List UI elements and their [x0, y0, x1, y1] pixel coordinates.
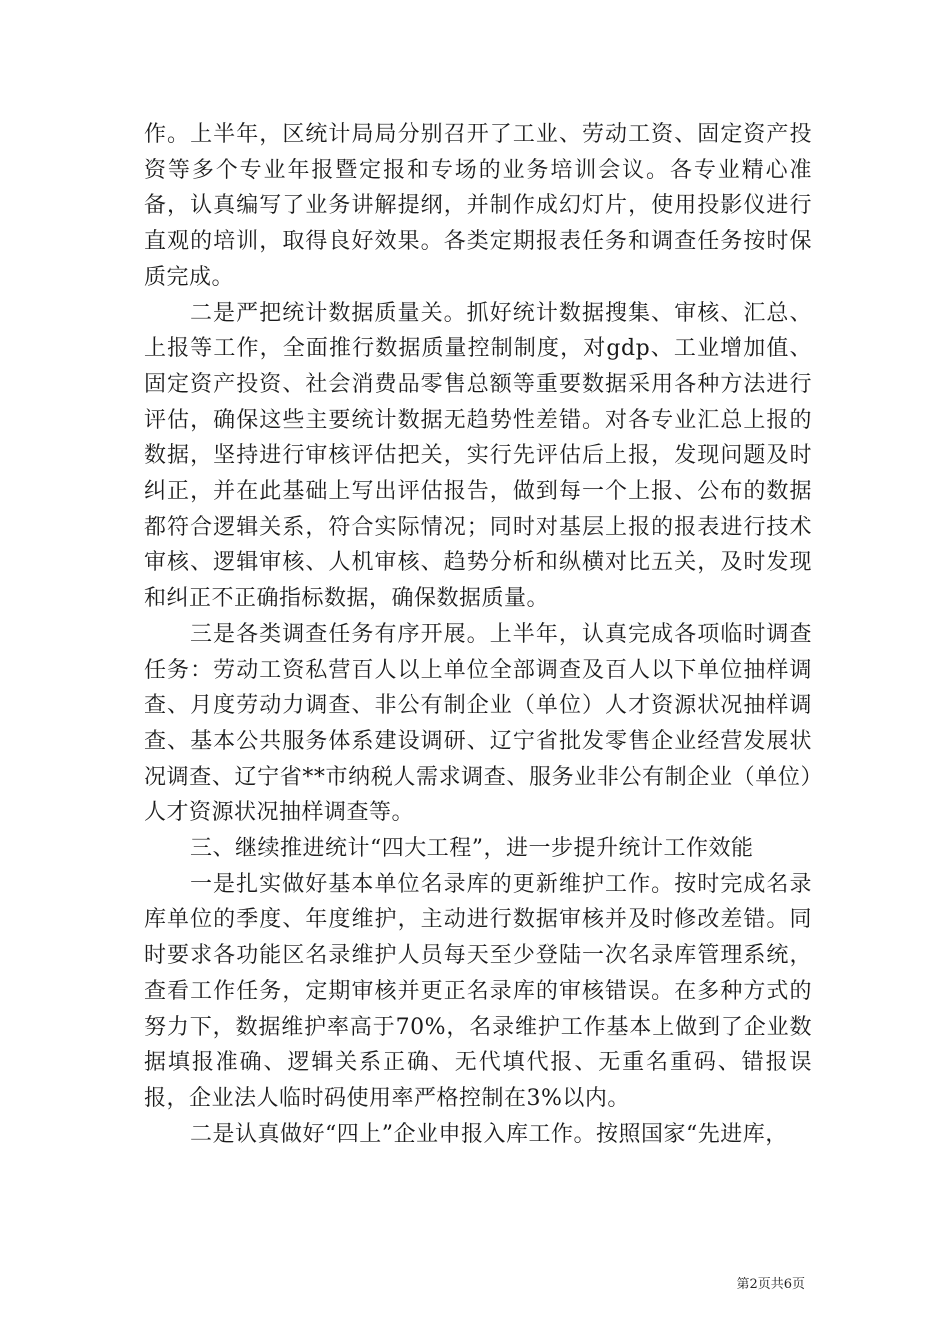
- section-heading: 三、继续推进统计“四大工程”，进一步提升统计工作效能: [190, 836, 754, 862]
- paragraph-2: 二是严把统计数据质量关。抓好统计数据搜集、审核、汇总、上报等工作，全面推行数据质量控制制度，对gdp、工业增加值、固定资产投资、社会消费品零售总额等重要数据采用各种方法进行评估，确保这些主要统计数据无趋势性差错。对各专业汇总上报的数据，坚持进行审核评估把关，实行先评估后上报，发现问题及时纠正，并在此基础上写出评估报告，做到每一个上报、公布的数据都符合逻辑关系，符合实际情况；同时对基层上报的报表进行技术审核、逻辑审核、人机审核、趋势分析和纵横对比五关，及时发现和纠正不正确指标数据，确保数据质量。: [144, 300, 812, 612]
- document-body: [144, 117, 812, 1152]
- paragraph-5: 二是认真做好“四上”企业申报入库工作。按照国家“先进库，: [190, 1121, 788, 1147]
- paragraph-4: 一是扎实做好基本单位名录库的更新维护工作。按时完成名录库单位的季度、年度维护，主动进行数据审核并及时修改差错。同时要求各功能区名录维护人员每天至少登陆一次名录库管理系统，查看工作任务，定期审核并更正名录库的审核错误。在多种方式的努力下，数据维护率高于70%，名录维护工作基本上做到了企业数据填报准确、逻辑关系正确、无代填代报、无重名重码、错报误报，企业法人临时码使用率严格控制在3%以内。: [144, 871, 812, 1111]
- paragraph-1: 作。上半年，区统计局局分别召开了工业、劳动工资、固定资产投资等多个专业年报暨定报和专场的业务培训会议。各专业精心准备，认真编写了业务讲解提纲，并制作成幻灯片，使用投影仪进行直观的培训，取得良好效果。各类定期报表任务和调查任务按时保质完成。: [144, 122, 812, 290]
- page-number-footer: 第2页共6页: [736, 1277, 805, 1292]
- paragraph-3: 三是各类调查任务有序开展。上半年，认真完成各项临时调查任务：劳动工资私营百人以上单位全部调查及百人以下单位抽样调查、月度劳动力调查、非公有制企业（单位）人才资源状况抽样调查、基本公共服务体系建设调研、辽宁省批发零售企业经营发展状况调查、辽宁省**市纳税人需求调查、服务业非公有制企业（单位）人才资源状况抽样调查等。: [144, 621, 812, 826]
